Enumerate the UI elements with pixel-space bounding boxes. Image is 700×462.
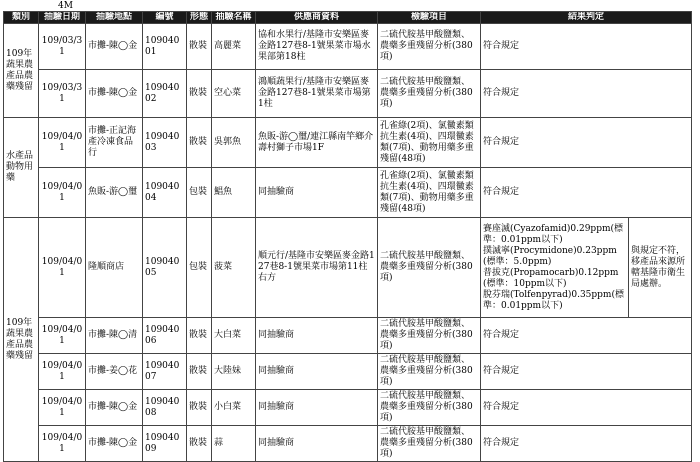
name-cell: 蒜 — [212, 426, 256, 462]
items-cell: 二硫代胺基甲酸鹽類、農藥多重殘留分析(380項) — [378, 390, 481, 426]
place-cell: 市攤-姜◯花 — [86, 354, 143, 390]
name-cell: 吳郭魚 — [212, 118, 256, 168]
inspection-table — [3, 11, 692, 462]
form-cell: 散裝 — [187, 118, 212, 168]
place-cell: 市攤-陳◯金 — [86, 24, 143, 70]
category-cell: 109年蔬果農產品農藥殘留 — [4, 24, 39, 118]
table-row — [4, 218, 692, 318]
category-cell: 水產品動物用藥 — [4, 118, 39, 218]
header-form: 形態 — [187, 12, 212, 24]
code-cell: 10904007 — [143, 354, 187, 390]
result-line: 普拔克(Propamocarb)0.12ppm(標準：10ppm以下) — [483, 267, 619, 289]
name-cell: 菠菜 — [212, 218, 256, 318]
supplier-cell: 同抽驗商 — [256, 354, 378, 390]
date-cell: 109/04/01 — [39, 318, 86, 354]
code-cell: 10904009 — [143, 426, 187, 462]
table-row — [4, 118, 692, 168]
top-mark: 4M — [58, 1, 73, 11]
code-cell: 10904008 — [143, 390, 187, 426]
date-cell: 109/04/01 — [39, 118, 86, 168]
table-row — [4, 318, 692, 354]
date-cell: 109/03/31 — [39, 70, 86, 118]
items-cell: 孔雀綠(2項)、氯黴素類抗生素(4項)、四環黴素類(7項)、動物用藥多重殘留(48項) — [378, 118, 481, 168]
name-cell: 鯧魚 — [212, 168, 256, 218]
name-cell: 空心菜 — [212, 70, 256, 118]
date-cell: 109/03/31 — [39, 24, 86, 70]
date-cell: 109/04/01 — [39, 390, 86, 426]
form-cell: 散裝 — [187, 426, 212, 462]
place-cell: 魚販-游◯璽 — [86, 168, 143, 218]
items-cell: 二硫代胺基甲酸鹽類、農藥多重殘留分析(380項) — [378, 218, 481, 318]
header-category: 類別 — [4, 12, 39, 24]
items-cell: 二硫代胺基甲酸鹽類、農藥多重殘留分析(380項) — [378, 318, 481, 354]
header-date: 抽驗日期 — [39, 12, 86, 24]
result-line: 賽座滅(Cyazofamid)0.29ppm(標準：0.01ppm以下) — [483, 223, 623, 245]
header-row — [4, 12, 692, 24]
code-cell: 10904005 — [143, 218, 187, 318]
place-cell: 隆順商店 — [86, 218, 143, 318]
header-name: 抽驗名稱 — [212, 12, 256, 24]
header-place: 抽驗地點 — [86, 12, 143, 24]
result-cell: 符合規定 — [481, 318, 692, 354]
result-note-cell: 與規定不符，移產品來源所轄基隆市衛生局處辦。 — [629, 218, 692, 318]
items-cell: 二硫代胺基甲酸鹽類、農藥多重殘留分析(380項) — [378, 24, 481, 70]
header-result: 結果判定 — [481, 12, 692, 24]
table-row — [4, 426, 692, 462]
result-line: 撲滅寧(Procymidone)0.23ppm(標準：5.0ppm) — [483, 245, 617, 267]
category-cell: 109年蔬果農產品農藥殘留 — [4, 218, 39, 462]
table-row — [4, 354, 692, 390]
place-cell: 市攤-陳◯清 — [86, 318, 143, 354]
date-cell: 109/04/01 — [39, 168, 86, 218]
supplier-cell: 魚販-游◯璽/連江縣南竿鄉介壽村獅子市場1F — [256, 118, 378, 168]
form-cell: 散裝 — [187, 354, 212, 390]
date-cell: 109/04/01 — [39, 426, 86, 462]
table-row — [4, 168, 692, 218]
items-cell: 孔雀綠(2項)、氯黴素類抗生素(4項)、四環黴素類(7項)、動物用藥多重殘留(48項) — [378, 168, 481, 218]
table-row — [4, 70, 692, 118]
supplier-cell: 同抽驗商 — [256, 318, 378, 354]
date-cell: 109/04/01 — [39, 354, 86, 390]
table-row — [4, 390, 692, 426]
result-cell: 符合規定 — [481, 354, 692, 390]
supplier-cell: 順元行/基隆市安樂區麥金路127巷8-1號果菜市場第11柱右方 — [256, 218, 378, 318]
form-cell: 散裝 — [187, 390, 212, 426]
code-cell: 10904002 — [143, 70, 187, 118]
supplier-cell: 協和水果行/基隆市安樂區麥金路127巷8-1號果菜市場水果部第18柱 — [256, 24, 378, 70]
result-detail-cell — [481, 218, 629, 318]
code-cell: 10904003 — [143, 118, 187, 168]
date-cell: 109/04/01 — [39, 218, 86, 318]
name-cell: 大白菜 — [212, 318, 256, 354]
form-cell: 散裝 — [187, 70, 212, 118]
result-cell: 符合規定 — [481, 118, 692, 168]
place-cell: 市攤-正記海產冷凍食品行 — [86, 118, 143, 168]
items-cell: 二硫代胺基甲酸鹽類、農藥多重殘留分析(380項) — [378, 426, 481, 462]
code-cell: 10904006 — [143, 318, 187, 354]
place-cell: 市攤-陳◯金 — [86, 70, 143, 118]
form-cell: 散裝 — [187, 24, 212, 70]
name-cell: 大陸妹 — [212, 354, 256, 390]
code-cell: 10904001 — [143, 24, 187, 70]
header-items: 檢驗項目 — [378, 12, 481, 24]
supplier-cell: 同抽驗商 — [256, 426, 378, 462]
name-cell: 高麗菜 — [212, 24, 256, 70]
result-cell: 符合規定 — [481, 168, 692, 218]
name-cell: 小白菜 — [212, 390, 256, 426]
supplier-cell: 同抽驗商 — [256, 390, 378, 426]
code-cell: 10904004 — [143, 168, 187, 218]
items-cell: 二硫代胺基甲酸鹽類、農藥多重殘留分析(380項) — [378, 70, 481, 118]
supplier-cell: 同抽驗商 — [256, 168, 378, 218]
result-cell: 符合規定 — [481, 24, 692, 70]
result-line: 脫芬瑞(Tolfenpyrad)0.35ppm(標準：0.01ppm以下) — [483, 289, 624, 311]
header-code: 編號 — [143, 12, 187, 24]
result-cell: 符合規定 — [481, 390, 692, 426]
supplier-cell: 鴻順蔬果行/基隆市安樂區麥金路127巷8-1號果菜市場第1柱 — [256, 70, 378, 118]
table-row — [4, 24, 692, 70]
place-cell: 市攤-陳◯金 — [86, 390, 143, 426]
form-cell: 包裝 — [187, 168, 212, 218]
result-cell: 符合規定 — [481, 426, 692, 462]
result-cell: 符合規定 — [481, 70, 692, 118]
form-cell: 散裝 — [187, 318, 212, 354]
place-cell: 市攤-陳◯金 — [86, 426, 143, 462]
header-supplier: 供應商資料 — [256, 12, 378, 24]
form-cell: 包裝 — [187, 218, 212, 318]
items-cell: 二硫代胺基甲酸鹽類、農藥多重殘留分析(380項) — [378, 354, 481, 390]
